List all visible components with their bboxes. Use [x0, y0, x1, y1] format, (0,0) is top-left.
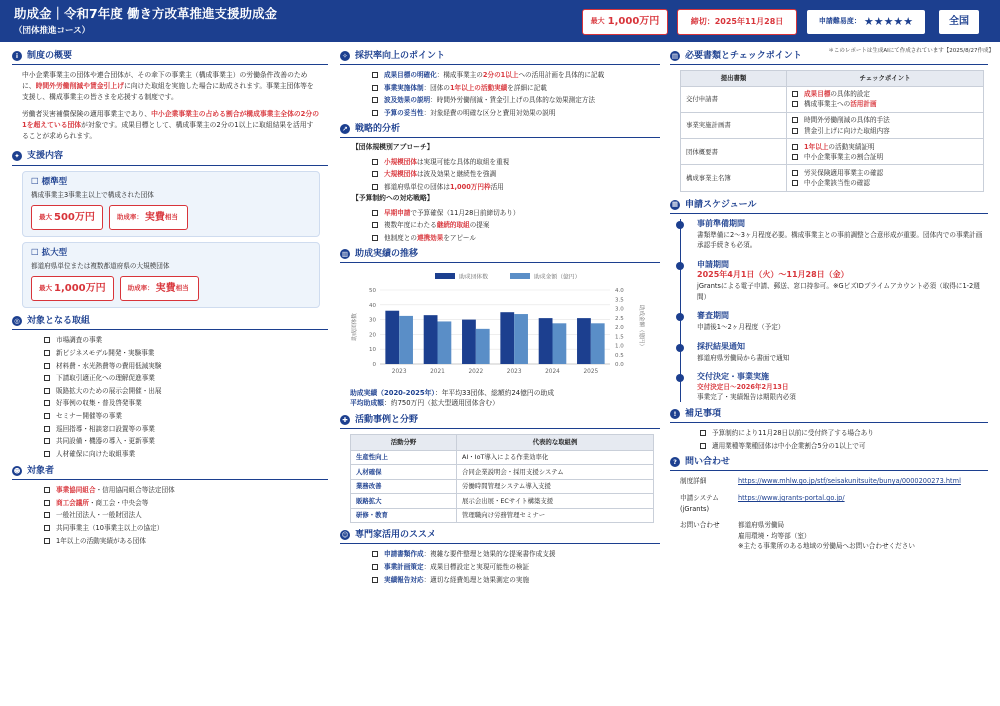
- overview-header: i 制度の概要: [12, 50, 328, 65]
- support-card-expanded: ☐ 拡大型 都道府県単位または複数都道府県の大規模団体 最大 1,000万円 助成率： 実費 相当: [22, 242, 320, 308]
- page-subtitle: （団体推進コース）: [14, 26, 91, 36]
- contact-header: ? 問い合わせ: [670, 456, 988, 471]
- points-header: ✧ 採択率向上のポイント: [340, 50, 660, 65]
- list-item: セミナー開催等の事業: [44, 411, 328, 421]
- schedule-timeline: [680, 219, 988, 403]
- y-tick-label: 40: [369, 302, 376, 309]
- list-item: 申請書類作成：複雑な要件整理と効果的な提案書作成支援: [372, 549, 660, 559]
- list-item: 事業協同組合・信用協同組合等法定団体: [44, 485, 328, 495]
- y-tick-label: 20: [369, 332, 376, 339]
- y-tick-label: 0: [372, 362, 376, 369]
- x-tick-label: 2022: [468, 369, 484, 376]
- eligible-list: [12, 485, 328, 546]
- list-item: 人材確保に向けた取組事業: [44, 449, 328, 459]
- timeline-item: 審査期間 申請後1〜2ヶ月程度（予定）: [697, 311, 988, 332]
- standard-rate-pill: 助成率： 実費 相当: [109, 205, 188, 230]
- y2-tick-label: 3.0: [615, 306, 624, 313]
- lightbulb-icon: ✧: [340, 51, 350, 61]
- list-item: 実績報告対応：適切な経費処理と効果測定の実施: [372, 575, 660, 585]
- y2-axis-label: 助成金額（億円）: [638, 305, 644, 350]
- legend-label: 助成金額（億円）: [534, 274, 581, 281]
- expanded-max-pill: 最大 1,000万円: [31, 276, 114, 301]
- y2-tick-label: 1.0: [615, 343, 624, 350]
- standard-max-pill: 最大 500万円: [31, 205, 103, 230]
- strategy-header: ↗ 戦略的分析: [340, 123, 660, 138]
- list-item: 共同事業主（10事業主以上の協定）: [44, 523, 328, 533]
- list-item: 事業計画策定：成果目標設定と実現可能性の検証: [372, 562, 660, 572]
- table-row: 研修・教育 管理職向け労務管理セミナー: [351, 508, 654, 522]
- y2-tick-label: 1.5: [615, 334, 624, 341]
- experts-header: ☺ 専門家活用のススメ: [340, 529, 660, 544]
- list-item: 大規模団体は波及効果と継続性を強調: [372, 169, 660, 179]
- table-row: 業務改善 労働時間管理システム導入支援: [351, 479, 654, 493]
- list-item: 適用業種等業種団体は中小企業割合5分の1以上で可: [700, 441, 988, 451]
- y-tick-label: 30: [369, 317, 376, 324]
- targets-list: [12, 335, 328, 459]
- x-tick-label: 2025: [583, 369, 599, 376]
- y-tick-label: 50: [369, 288, 376, 295]
- list-item: 商工会議所・商工会・中央会等: [44, 498, 328, 508]
- targets-header: ◎ 対象となる取組: [12, 315, 328, 330]
- list-item: 他制度との連携効果をアピール: [372, 233, 660, 243]
- users-icon: ☻: [13, 466, 21, 475]
- bar-amount: [553, 323, 567, 364]
- max-amount-badge: 最大 1,000万円: [582, 9, 668, 35]
- points-list: [340, 70, 660, 118]
- table-row: 販路拡大 展示会出展・ECサイト構築支援: [351, 494, 654, 508]
- timeline-item: 交付決定・事業実施 交付決定日〜2026年2月13日 事業完了・実績報告は期限内必須: [697, 372, 988, 402]
- bar-chart-icon: ▥: [341, 249, 349, 258]
- list-item: 事業実施体制：団体の1年以上の活動実績を詳細に記載: [372, 83, 660, 93]
- schedule-header: ▦ 申請スケジュール: [670, 199, 988, 214]
- y2-tick-label: 3.5: [615, 297, 624, 304]
- legend-swatch: [435, 273, 455, 279]
- cases-header: ✚ 活動事例と分野: [340, 414, 660, 429]
- list-item: 市場調査の事業: [44, 335, 328, 345]
- list-item: 販路拡大のための展示会開催・出展: [44, 386, 328, 396]
- bar-amount: [438, 322, 452, 365]
- x-tick-label: 2021: [430, 369, 445, 376]
- table-row: 事業実施計画書 時間外労働削減の具体的手法 賃金引上げに向けた取組内容: [681, 113, 984, 139]
- table-row: 人材確保 合同企業説明会・採用支援システム: [351, 465, 654, 479]
- detail-link[interactable]: https://www.mhlw.go.jp/stf/seisakunitsuite/bunya/0000200273.html: [738, 477, 961, 486]
- x-tick-label: 2024: [545, 369, 560, 376]
- docs-table: 提出書類 チェックポイント 交付申請書 成果目標の具体的設定 構成事業主への活用計画 事業実施計画書 時間外労働削減の具体的手法 賃金引上げに向けた取組内容 団体概要書 1年以上の活動実績証明 中小企業事業主の割合証明 構成事業主名簿 労災保険適用事業主の確認 中小企業該当性の確認: [680, 70, 984, 192]
- list-item: 成果目標の明確化：構成事業主の2分の1以上への活用計画を具体的に記載: [372, 70, 660, 80]
- bar-groups: [500, 312, 514, 364]
- target-icon: ◎: [12, 316, 22, 326]
- generated-note: ＊このレポートは生成AIにて作成されています【2025/8/27作成】: [828, 48, 994, 54]
- expanded-rate-pill: 助成率： 実費 相当: [120, 276, 199, 301]
- overview-text-2: 労働者災害補償保険の適用事業主であり、中小企業事業主の占める割合が構成事業主全体の2分の1を超えている団体が対象です。成果目標として、構成事業主の2分の1以上に取組結果を活用することが求められます。: [22, 109, 319, 140]
- supplement-list: [670, 428, 988, 451]
- bar-amount: [514, 314, 528, 364]
- list-item: 新ビジネスモデル開発・実験事業: [44, 348, 328, 358]
- jgrants-link[interactable]: https://www.jgrants-portal.go.jp/: [738, 493, 845, 502]
- list-item: 予算の妥当性：対象経費の明確な区分と費用対効果の説明: [372, 108, 660, 118]
- bar-groups: [424, 315, 438, 364]
- person-icon: ☺: [341, 530, 349, 539]
- timeline-item: 採択結果通知 都道府県労働局から書面で通知: [697, 342, 988, 363]
- y2-tick-label: 2.5: [615, 315, 624, 322]
- scope-badge: 全国: [938, 9, 980, 35]
- warning-icon: !: [670, 409, 680, 419]
- bar-groups: [539, 318, 553, 364]
- bar-amount: [399, 316, 413, 364]
- right-column: ▤ 必要書類とチェックポイント 提出書類 チェックポイント 交付申請書 成果目標の具体的設定 構成事業主への活用計画 事業実施計画書 時間外労働削減の具体的手法 賃金引上げに向けた取組内容 団体概要書 1年以上の活動実績証明 中小企業事業主の割合証明 構成事業主名簿 労災保険適用事業主の確認 中小企業該当性の確認 ▦ 申請スケジュール 事前準備期間 書類準備に2〜3ヶ月程度必要。構成事業主との事前調整と合意形成が重要。団体内での事業計画承認手続きも必須。 申請期間 2025年4月1日（火）〜11月28日（金） jGrantsによる電子申請、郵送、窓口持参可。※GビズIDプライムアカウント必須（取得に1-2週間） 審査期間 申請後1〜2ヶ月程度（予定） 採択結果通知 都道府県労働局から書面で通知 交付決定・事業実施 交付決定日〜2026年2月13日 事業完了・実績報告は期限内必須 ! 補足事項 予算制約により11月28日以前に受付終了する場合あり 適用業種等業種団体は中小企業割合5分の1以上で可 ? 問い合わせ 制度詳細 https://www.mhlw.go.jp/stf/seisakunitsuite/bunya/0000200273.html 申請システム(jGrants) https://www.jgrants-portal.go.jp/ お問い合わせ 都道府県労働局 雇用環境・均等部（室） ※主たる事業所のある地域の労働局へお問い合わせください: [670, 50, 988, 558]
- y-axis-label: 助成団体数: [352, 313, 358, 341]
- list-item: 都道府県単位の団体は1,000万円枠活用: [372, 182, 660, 192]
- calendar-icon: ▦: [671, 200, 679, 209]
- cases-table: 活動分野 代表的な取組例 生産性向上 AI・IoT導入による作業効率化 人材確保 合同企業説明会・採用支援システム 業務改善 労働時間管理システム導入支援 販路拡大 展示会出展・ECサイト構築支援 研修・教育 管理職向け労務管理セミナー: [350, 434, 654, 523]
- results-summary: 助成実績（2020-2025年）：年平均33団体、総額約24億円の助成 平均助成額：約750万円（拡大型適用団体含む）: [350, 388, 555, 408]
- list-item: 早期申請で予算確保（11月28日前締切あり）: [372, 208, 660, 218]
- list-item: 材料費・水光熱費等の費用低減実験: [44, 361, 328, 371]
- y2-tick-label: 0.5: [615, 352, 624, 359]
- x-tick-label: 2023: [391, 369, 407, 376]
- eligible-header: ☻ 対象者: [12, 465, 328, 480]
- page-title: 助成金｜令和7年度 働き方改革推進支援助成金: [14, 6, 278, 21]
- left-column: [12, 50, 328, 548]
- table-row: 構成事業主名簿 労災保険適用事業主の確認 中小企業該当性の確認: [681, 165, 984, 191]
- experts-list: [340, 549, 660, 584]
- y2-tick-label: 0.0: [615, 362, 624, 369]
- list-item: 波及効果の説明：時間外労働削減・賃金引上げの具体的な効果測定方法: [372, 95, 660, 105]
- middle-column: ✧ 採択率向上のポイント 成果目標の明確化：構成事業主の2分の1以上への活用計画を具体的に記載 事業実施体制：団体の1年以上の活動実績を詳細に記載 波及効果の説明：時間外労働削減・賃金引上げの具体的な効果測定方法 予算の妥当性：対象経費の明確な区分と費用対効果の説明 ↗ 戦略的分析 【団体規模別アプローチ】 小規模団体は実現可能な具体的取組を重視 大規模団体は波及効果と継続性を強調 都道府県単位の団体は1,000万円枠活用 【予算制約への対応戦略】 早期申請で予算確保（11月28日前締切あり） 複数年度にわたる継続的取組の提案 他制度との連携効果をアピール ▥ 助成実績の推移 助成団体数 助成金額（億円） 0 10 20 30 40 50 0.0 0.5 1.0 1.5 2.0 2.5 3.0 3.5 4.0 助成団体数 助成金額（億円） 2023 2021 2022 2023 2024 2025 助成実績（2020-2025年）：年平均33団体、総額約24億円の助成 平均助成額：約750万円（拡大型適用団体含む） ✚ 活動事例と分野 活動分野 代表的な取組例 生産性向上 AI・IoT導入による作業効率化 人材確保 合同企業説明会・採用支援システム 業務改善 労働時間管理システム導入支援 販路拡大 展示会出展・ECサイト構築支援 研修・教育 管理職向け労務管理セミナー ☺ 専門家活用のススメ 申請書類作成：複雑な要件整理と効果的な提案書作成支援 事業計画策定：成果目標設定と実現可能性の検証 実績報告対応：適切な経費処理と効果測定の実施: [340, 50, 660, 587]
- list-item: 1年以上の活動実績がある団体: [44, 536, 328, 546]
- legend-label: 助成団体数: [459, 274, 488, 281]
- docs-header: ▤ 必要書類とチェックポイント: [670, 50, 988, 65]
- list-item: 巡回指導・相談窓口設置等の事業: [44, 424, 328, 434]
- list-item: 一般社団法人・一般財団法人: [44, 510, 328, 520]
- table-row: 生産性向上 AI・IoT導入による作業効率化: [351, 451, 654, 465]
- support-card-standard: ☐ 標準型 構成事業主3事業主以上で構成された団体 最大 500万円 助成率： 実費 相当: [22, 171, 320, 237]
- bar-groups: [577, 318, 591, 364]
- timeline-item: 事前準備期間 書類準備に2〜3ヶ月程度必要。構成事業主との事前調整と合意形成が重要。団体内での事業計画承認手続きも必須。: [697, 219, 988, 251]
- bar-amount: [476, 329, 490, 364]
- chart-header: ▥ 助成実績の推移: [340, 248, 660, 263]
- list-item: 小規模団体は実現可能な具体的取組を重視: [372, 157, 660, 167]
- bar-groups: [385, 311, 399, 364]
- difficulty-badge: 申請難易度： ★★★★★: [806, 9, 926, 35]
- strategy-group-2: [340, 208, 660, 243]
- supplement-header: ! 補足事項: [670, 408, 988, 423]
- x-tick-label: 2023: [506, 369, 522, 376]
- clipboard-icon: ▤: [671, 51, 679, 60]
- list-item: 共同設備・機器の導入・更新事業: [44, 436, 328, 446]
- bar-groups: [462, 320, 476, 364]
- support-header: ✦ 支援内容: [12, 150, 328, 165]
- puzzle-icon: ✚: [340, 415, 350, 425]
- y2-tick-label: 2.0: [615, 325, 624, 332]
- list-item: 複数年度にわたる継続的取組の提案: [372, 220, 660, 230]
- overview-text-1: 中小企業事業主の団体や連合団体が、その傘下の事業主（構成事業主）の労働条件改善のために、時間外労働削減や賃金引上げに向けた取組を実施した場合に助成されます。事業主団体等を支援し、構成事業主の皆さまを応援する制度です。: [22, 71, 314, 101]
- list-item: 好事例の収集・普及啓発事業: [44, 398, 328, 408]
- legend-swatch: [510, 273, 530, 279]
- bar-amount: [591, 323, 605, 364]
- deadline-badge: 締切：2025年11月28日: [677, 9, 797, 35]
- results-chart: [340, 268, 660, 382]
- list-item: 下請取引適正化への理解促進事業: [44, 373, 328, 383]
- handshake-icon: ✦: [12, 151, 22, 161]
- header: [0, 0, 1000, 42]
- timeline-item: 申請期間 2025年4月1日（火）〜11月28日（金） jGrantsによる電子申請、郵送、窓口持参可。※GビズIDプライムアカウント必須（取得に1-2週間）: [697, 260, 988, 303]
- chart-line-icon: ↗: [340, 124, 350, 134]
- table-row: 交付申請書 成果目標の具体的設定 構成事業主への活用計画: [681, 86, 984, 112]
- list-item: 予算制約により11月28日以前に受付終了する場合あり: [700, 428, 988, 438]
- y-tick-label: 10: [369, 347, 376, 354]
- question-icon: ?: [670, 457, 680, 467]
- table-row: 団体概要書 1年以上の活動実績証明 中小企業事業主の割合証明: [681, 139, 984, 165]
- strategy-group-1: [340, 157, 660, 192]
- info-icon: i: [12, 51, 22, 61]
- y2-tick-label: 4.0: [615, 288, 624, 295]
